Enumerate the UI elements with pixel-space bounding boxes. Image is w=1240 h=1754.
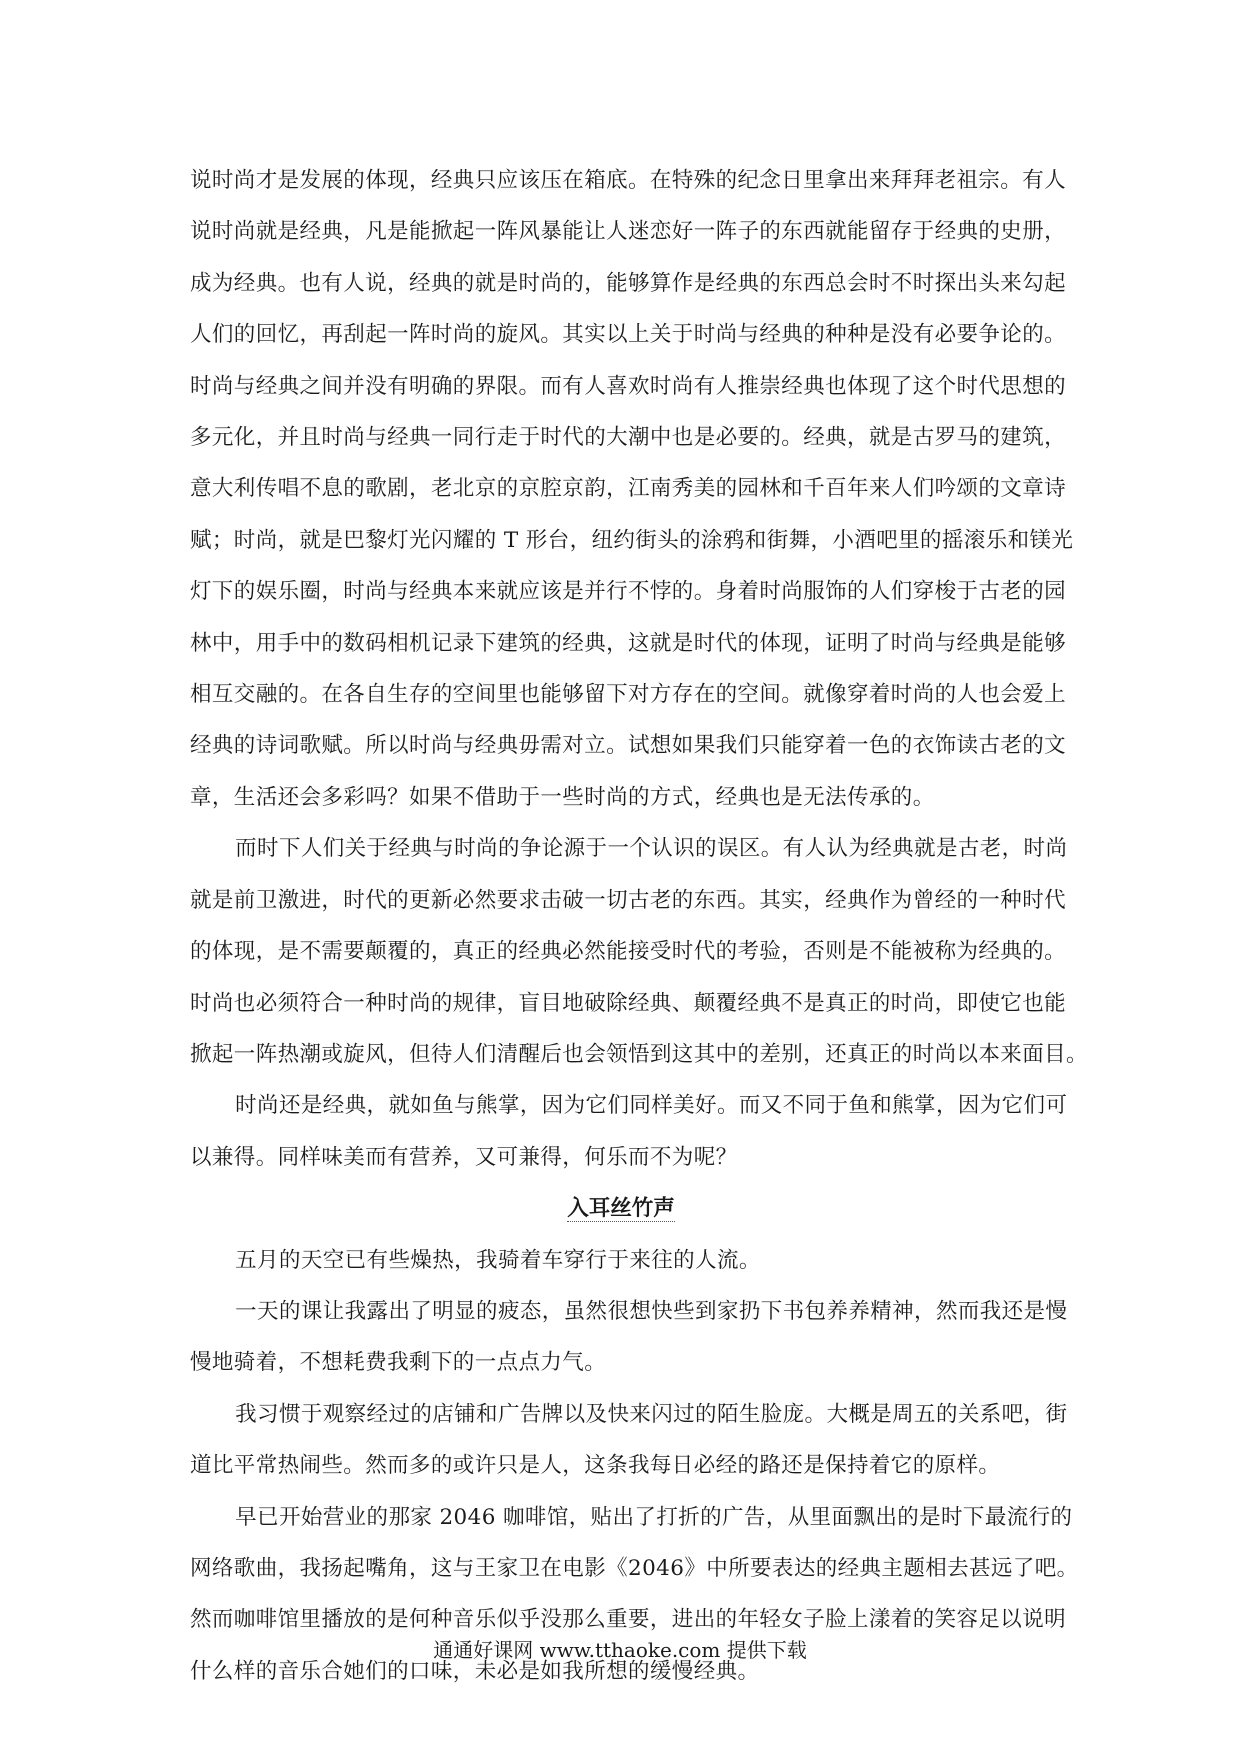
text-line: 的体现，是不需要颠覆的，真正的经典必然能接受时代的考验，否则是不能被称为经典的。 (190, 939, 1067, 965)
paragraph (190, 1286, 1068, 1389)
text-line: 章，生活还会多彩吗？如果不借助于一些时尚的方式，经典也是无法传承的。 (190, 784, 935, 810)
text-line: 五月的天空已有些燥热，我骑着车穿行于来往的人流。 (235, 1247, 761, 1273)
paragraph (190, 155, 1074, 823)
text-line: 就是前卫激进，时代的更新必然要求击破一切古老的东西。其实，经典作为曾经的一种时代 (190, 887, 1067, 913)
text-line: 相互交融的。在各自生存的空间里也能够留下对方存在的空间。就像穿着时尚的人也会爱上 (190, 682, 1067, 708)
text-line: 说时尚才是发展的体现，经典只应该压在箱底。在特殊的纪念日里拿出来拜拜老祖宗。有人 (190, 168, 1067, 193)
paragraph (190, 1492, 1079, 1698)
text-line: 网络歌曲，我扬起嘴角，这与王家卫在电影《2046》中所要表达的经典主题相去甚远了吧。 (190, 1555, 1079, 1581)
paragraph (190, 1389, 1068, 1492)
page-footer: 通通好课网 www.tthaoke.com 提供下载 (433, 1638, 807, 1662)
text-line: 慢地骑着，不想耗费我剩下的一点点力气。 (190, 1350, 607, 1376)
text-line: 早已开始营业的那家 2046 咖啡馆，贴出了打折的广告，从里面飘出的是时下最流行的 (235, 1504, 1073, 1530)
text-line: 灯下的娱乐圈，时尚与经典本来就应该是并行不悖的。身着时尚服饰的人们穿梭于古老的园 (190, 579, 1067, 605)
text-line: 时尚与经典之间并没有明确的界限。而有人喜欢时尚有人推崇经典也体现了这个时代思想的 (190, 373, 1067, 399)
text-line: 什么样的音乐合她们的口味，未必是如我所想的缓慢经典。 (190, 1658, 760, 1684)
text-line: 以兼得。同样味美而有营养，又可兼得，何乐而不为呢？ (190, 1144, 738, 1170)
paragraph (190, 1080, 1068, 1183)
paragraph (190, 1235, 1052, 1286)
text-line: 意大利传唱不息的歌剧，老北京的京腔京韵，江南秀美的园林和千百年来人们吟颂的文章诗 (190, 476, 1067, 502)
text-line: 掀起一阵热潮或旋风，但待人们清醒后也会领悟到这其中的差别，还真正的时尚以本来面目。 (190, 1041, 1088, 1067)
text-line: 然而咖啡馆里播放的是何种音乐似乎没那么重要，进出的年轻女子脸上漾着的笑容足以说明 (190, 1607, 1067, 1633)
text-line: 林中，用手中的数码相机记录下建筑的经典，这就是时代的体现，证明了时尚与经典是能够 (190, 630, 1067, 656)
text-line: 人们的回忆，再刮起一阵时尚的旋风。其实以上关于时尚与经典的种种是没有必要争论的。 (190, 322, 1067, 348)
text-line: 成为经典。也有人说，经典的就是时尚的，能够算作是经典的东西总会时不时探出头来勾起 (190, 270, 1067, 296)
text-line: 时尚也必须符合一种时尚的规律，盲目地破除经典、颠覆经典不是真正的时尚，即使它也能 (190, 990, 1067, 1016)
text-line: 赋；时尚，就是巴黎灯光闪耀的 T 形台，纽约街头的涂鸦和街舞，小酒吧里的摇滚乐和镁光 (190, 527, 1074, 553)
paragraph (190, 823, 1088, 1080)
section-heading (190, 1183, 1052, 1234)
text-line: 我习惯于观察经过的店铺和广告牌以及快来闪过的陌生脸庞。大概是周五的关系吧，街 (235, 1401, 1068, 1427)
text-line: 一天的课让我露出了明显的疲态，虽然很想快些到家扔下书包养养精神，然而我还是慢 (235, 1298, 1068, 1324)
text-line: 时尚还是经典，就如鱼与熊掌，因为它们同样美好。而又不同于鱼和熊掌，因为它们可 (235, 1093, 1068, 1119)
section-heading-text: 入耳丝竹声 (567, 1196, 675, 1222)
text-line: 而时下人们关于经典与时尚的争论源于一个认识的误区。有人认为经典就是古老，时尚 (235, 836, 1068, 862)
text-line: 经典的诗词歌赋。所以时尚与经典毋需对立。试想如果我们只能穿着一色的衣饰读古老的文 (190, 733, 1067, 759)
text-line: 多元化，并且时尚与经典一同行走于时代的大潮中也是必要的。经典，就是古罗马的建筑， (190, 425, 1067, 451)
document-body (190, 155, 1088, 1697)
text-line: 说时尚就是经典，凡是能掀起一阵风暴能让人迷恋好一阵子的东西就能留存于经典的史册， (190, 219, 1067, 245)
text-line: 道比平常热闹些。然而多的或许只是人，这条我每日必经的路还是保持着它的原样。 (190, 1453, 1001, 1479)
